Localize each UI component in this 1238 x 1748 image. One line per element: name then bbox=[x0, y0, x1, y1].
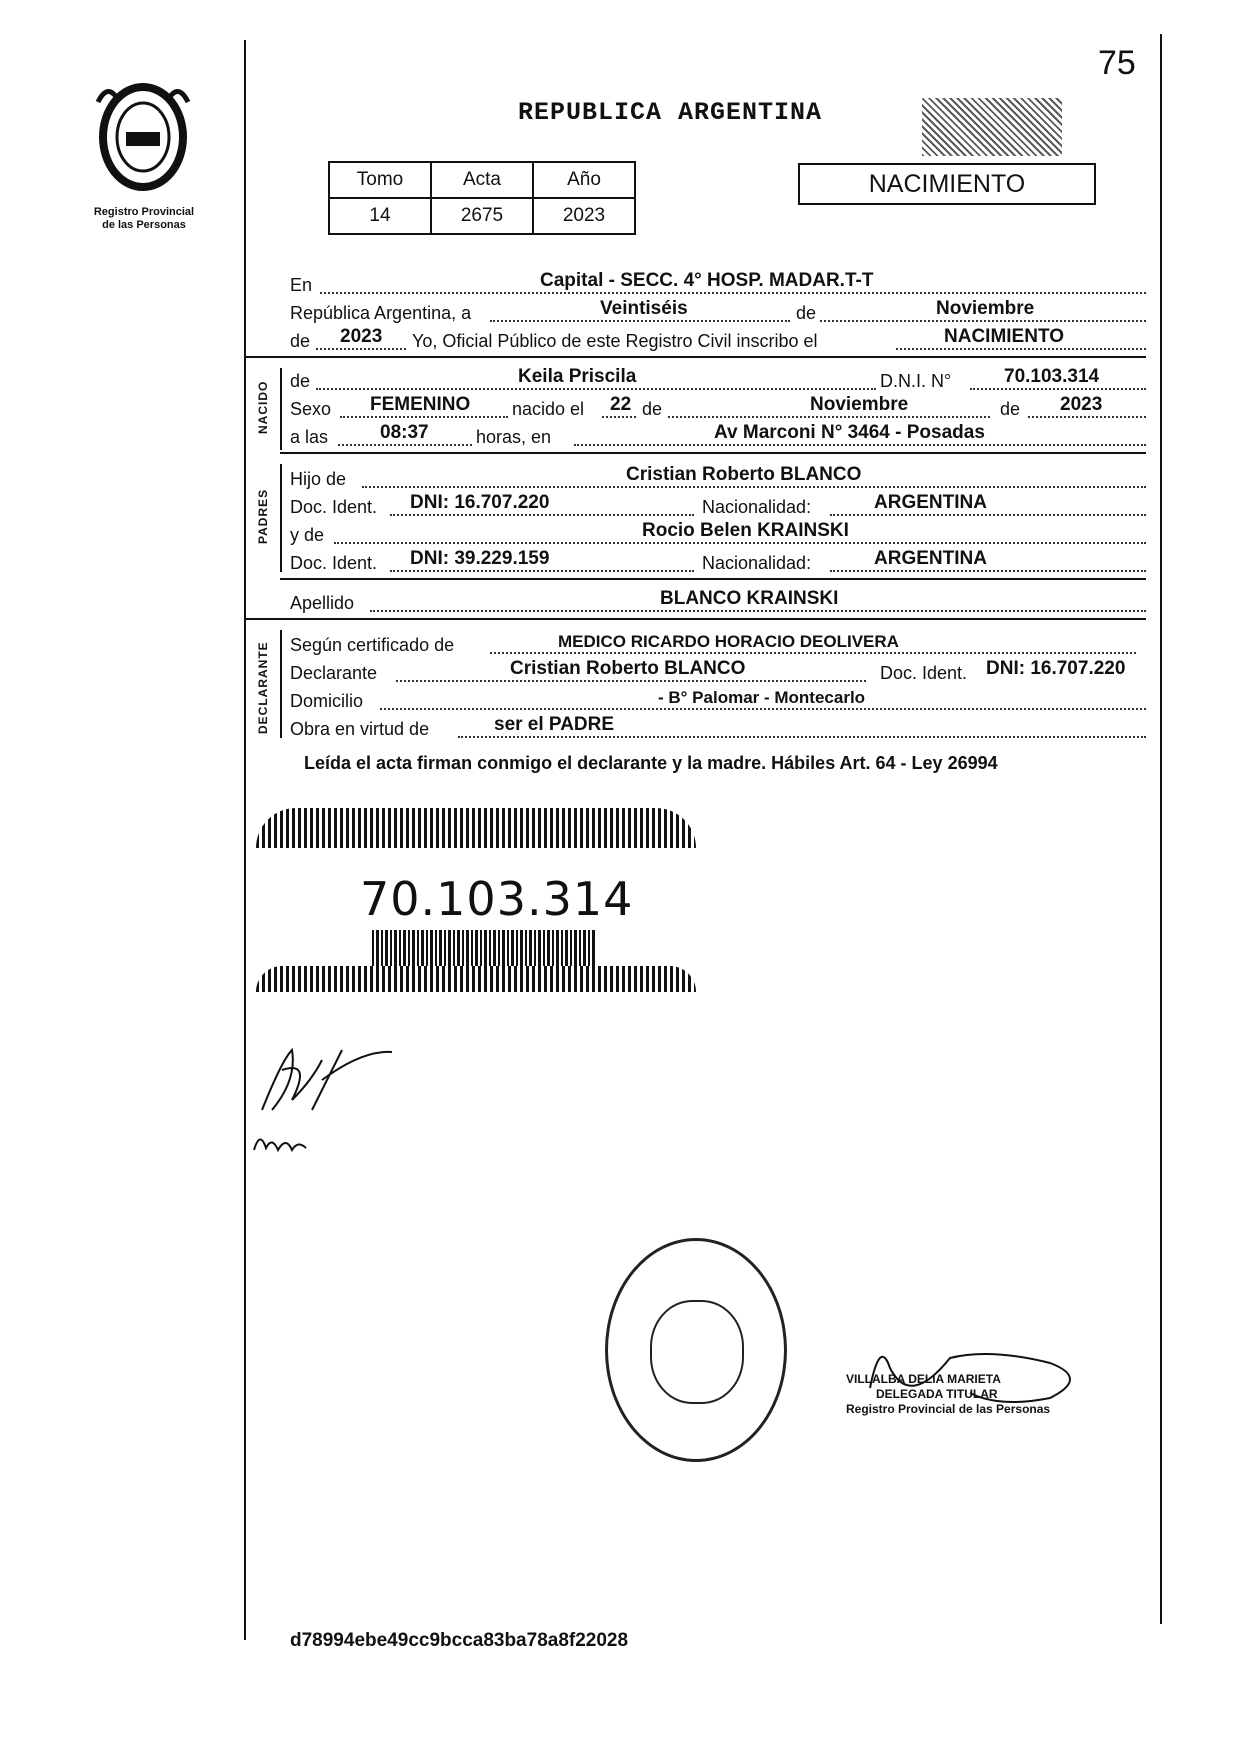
dni-value: 70.103.314 bbox=[1004, 366, 1100, 387]
nacido-el-label: nacido el bbox=[512, 399, 585, 419]
padres-bar bbox=[280, 464, 282, 572]
row-anio bbox=[290, 328, 1146, 354]
decl-doc-value: DNI: 16.707.220 bbox=[986, 658, 1126, 679]
right-margin-line bbox=[1160, 34, 1162, 1624]
dots bbox=[490, 652, 1136, 654]
registry-label-line1: Registro Provincial bbox=[93, 206, 195, 218]
madre-nac-value: ARGENTINA bbox=[874, 548, 987, 569]
dots bbox=[390, 570, 694, 572]
official-block bbox=[846, 1372, 1050, 1417]
row-hora bbox=[290, 424, 1146, 450]
dots bbox=[316, 348, 406, 350]
dots bbox=[830, 514, 1146, 516]
de-label: de bbox=[796, 303, 817, 323]
cert-label: Según certificado de bbox=[290, 635, 455, 655]
padre-doc-label: Doc. Ident. bbox=[290, 497, 378, 517]
decl-label: Declarante bbox=[290, 663, 378, 683]
row-en bbox=[290, 272, 1146, 298]
row-domicilio bbox=[290, 688, 1146, 714]
registry-label bbox=[78, 206, 210, 232]
day-value: Veintiséis bbox=[600, 298, 688, 319]
nacido-bar bbox=[280, 368, 282, 450]
tomo-header: Tomo bbox=[329, 162, 431, 198]
divider bbox=[246, 356, 1146, 358]
declarante-tag: DECLARANTE bbox=[256, 641, 270, 734]
dots bbox=[340, 416, 508, 418]
dots bbox=[320, 292, 1146, 294]
year-value: 2023 bbox=[340, 326, 383, 347]
hijo-label: Hijo de bbox=[290, 469, 347, 489]
birth-year-value: 2023 bbox=[1060, 394, 1103, 415]
row-cert bbox=[290, 632, 1146, 658]
signature-icon bbox=[252, 1040, 412, 1160]
birth-month-value: Noviembre bbox=[810, 394, 909, 415]
document-title: REPUBLICA ARGENTINA bbox=[518, 98, 823, 127]
padre-value: Cristian Roberto BLANCO bbox=[626, 464, 862, 485]
apellido-label: Apellido bbox=[290, 593, 355, 613]
anio-value: 2023 bbox=[533, 198, 635, 234]
dots bbox=[362, 486, 1146, 488]
de-label2: de bbox=[642, 399, 663, 419]
apellido-value: BLANCO KRAINSKI bbox=[660, 588, 839, 609]
yde-label: y de bbox=[290, 525, 325, 545]
rep-label: República Argentina, a bbox=[290, 303, 472, 323]
de2-label: de bbox=[290, 331, 311, 351]
row-obra bbox=[290, 716, 1146, 742]
security-stamp bbox=[922, 98, 1062, 156]
acta-value: 2675 bbox=[431, 198, 533, 234]
cert-value: MEDICO RICARDO HORACIO DEOLIVERA bbox=[558, 632, 899, 651]
padre-nac-label: Nacionalidad: bbox=[702, 497, 812, 517]
acta-header: Acta bbox=[431, 162, 533, 198]
dots bbox=[1028, 416, 1146, 418]
madre-doc-value: DNI: 39.229.159 bbox=[410, 548, 550, 569]
dots bbox=[316, 388, 876, 390]
divider bbox=[246, 618, 1146, 620]
birth-day-value: 22 bbox=[610, 394, 632, 415]
yo-text: Yo, Oficial Público de este Registro Civil inscribo el bbox=[412, 331, 818, 351]
row-fecha bbox=[290, 300, 1146, 326]
hora-label: a las bbox=[290, 427, 329, 447]
dots bbox=[396, 680, 866, 682]
dots bbox=[820, 320, 1146, 322]
record-type-box: NACIMIENTO bbox=[798, 163, 1096, 205]
dots bbox=[370, 610, 1146, 612]
row-sexo bbox=[290, 396, 1146, 422]
row-nombre bbox=[290, 368, 1146, 394]
stamp-dni: 70.103.314 bbox=[360, 872, 634, 926]
dots bbox=[896, 348, 1146, 350]
official-seal-emblem bbox=[650, 1300, 744, 1404]
lugar-value: Av Marconi N° 3464 - Posadas bbox=[714, 422, 985, 443]
dots bbox=[338, 444, 472, 446]
madre-value: Rocio Belen KRAINSKI bbox=[642, 520, 849, 541]
padres-tag: PADRES bbox=[256, 488, 270, 544]
registry-label-line2: de las Personas bbox=[102, 219, 186, 231]
dots bbox=[970, 388, 1146, 390]
left-margin-line bbox=[244, 40, 246, 1640]
declarante-bar bbox=[280, 630, 282, 738]
row-padre-doc bbox=[290, 494, 1146, 520]
province-logo-icon bbox=[88, 82, 198, 192]
sexo-label: Sexo bbox=[290, 399, 332, 419]
legal-text: Leída el acta firman conmigo el declarante y la madre. Hábiles Art. 64 - Ley 26994 bbox=[304, 753, 998, 773]
record-table bbox=[328, 161, 636, 235]
dots bbox=[458, 736, 1146, 738]
anio-header: Año bbox=[533, 162, 635, 198]
decl-doc-label: Doc. Ident. bbox=[880, 663, 968, 683]
dots bbox=[390, 514, 694, 516]
hora-value: 08:37 bbox=[380, 422, 429, 443]
horas-label: horas, en bbox=[476, 427, 552, 447]
month-value: Noviembre bbox=[936, 298, 1035, 319]
dots bbox=[830, 570, 1146, 572]
act-value: NACIMIENTO bbox=[944, 326, 1064, 347]
decl-value: Cristian Roberto BLANCO bbox=[510, 658, 746, 679]
dom-value: - B° Palomar - Montecarlo bbox=[658, 688, 866, 707]
madre-doc-label: Doc. Ident. bbox=[290, 553, 378, 573]
row-declarante bbox=[290, 660, 1146, 686]
nacido-tag: NACIDO bbox=[256, 380, 270, 434]
dni-label: D.N.I. N° bbox=[880, 371, 952, 391]
padre-nac-value: ARGENTINA bbox=[874, 492, 987, 513]
dots bbox=[380, 708, 1146, 710]
tomo-value: 14 bbox=[329, 198, 431, 234]
official-role: DELEGADA TITULAR bbox=[876, 1387, 998, 1401]
en-value: Capital - SECC. 4° HOSP. MADAR.T-T bbox=[540, 270, 874, 291]
row-padre bbox=[290, 466, 1146, 492]
dots bbox=[574, 444, 1146, 446]
page-number: 75 bbox=[1098, 44, 1136, 82]
dots bbox=[602, 416, 636, 418]
divider bbox=[280, 578, 1146, 580]
name-value: Keila Priscila bbox=[518, 366, 637, 387]
official-name: VILLALBA DELIA MARIETA bbox=[846, 1372, 1001, 1386]
sexo-value: FEMENINO bbox=[370, 394, 471, 415]
row-madre bbox=[290, 522, 1146, 548]
row-apellido bbox=[290, 590, 1146, 616]
divider bbox=[280, 452, 1146, 454]
obra-label: Obra en virtud de bbox=[290, 719, 430, 739]
madre-nac-label: Nacionalidad: bbox=[702, 553, 812, 573]
wave-pattern-bottom bbox=[256, 966, 696, 992]
en-label: En bbox=[290, 275, 313, 295]
de-label3: de bbox=[1000, 399, 1021, 419]
obra-value: ser el PADRE bbox=[494, 714, 615, 735]
nacido-de-label: de bbox=[290, 371, 311, 391]
row-madre-doc bbox=[290, 550, 1146, 576]
padre-doc-value: DNI: 16.707.220 bbox=[410, 492, 550, 513]
dots bbox=[490, 320, 790, 322]
wave-pattern-top bbox=[256, 808, 696, 848]
official-registry: Registro Provincial de las Personas bbox=[846, 1402, 1051, 1416]
document-hash: d78994ebe49cc9bcca83ba78a8f22028 bbox=[290, 1630, 629, 1651]
dots bbox=[334, 542, 1146, 544]
dom-label: Domicilio bbox=[290, 691, 364, 711]
dots bbox=[668, 416, 990, 418]
